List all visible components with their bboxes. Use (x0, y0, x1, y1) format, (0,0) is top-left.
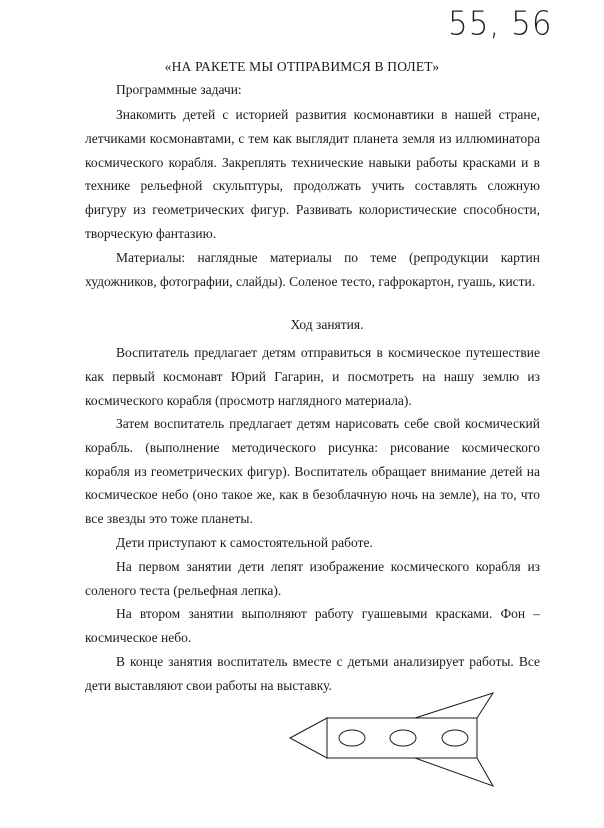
document-title: «НА РАКЕТЕ МЫ ОТПРАВИМСЯ В ПОЛЕТ» (164, 59, 440, 74)
porthole-1 (339, 730, 365, 746)
paragraph-conclusion: В конце занятия воспитатель вместе с детьми анализирует работы. Все дети выставляют свои работы на выставку. (85, 654, 540, 693)
tasks-paragraph: Знакомить детей с историей развития космонавтики в нашей стране, летчиками космонавтами, с тем как выглядит планета земля из иллюминатора космического корабля. Закреплять технические навыки работы красками и в технике рельефной скульптуры, продолжать учить составлять сложную фигуру из геометрических фигур. Развивать колористические способности, творческую фантазию. (85, 107, 540, 241)
tasks-heading: Программные задачи: (116, 82, 242, 97)
paragraph-drawing: Затем воспитатель предлагает детям нарисовать себе свой космический корабль. (выполнение методического рисунка: рисование космического корабля из геометрических фигур). Воспитатель обращает внимание детей на космическое небо (оно такое же, как в безоблачную ночь на земле), на то, что все звезды это тоже планеты. (85, 416, 540, 527)
porthole-3 (442, 730, 468, 746)
rocket-lower-fin (415, 758, 493, 786)
paragraph-start-work: Дети приступают к самостоятельной работе. (116, 535, 373, 550)
porthole-2 (390, 730, 416, 746)
materials-paragraph: Материалы: наглядные материалы по теме (репродукции картин художников, фотографии, слайды). Соленое тесто, гафрокартон, гуашь, кисти. (85, 250, 540, 289)
lesson-heading: Ход занятия. (290, 317, 364, 332)
page-number: 55, 56 (448, 5, 553, 43)
rocket-body (327, 718, 477, 758)
rocket-upper-fin (415, 693, 493, 718)
paragraph-second-lesson: На втором занятии выполняют работу гуашевыми красками. Фон – космическое небо. (85, 606, 540, 645)
paragraph-first-lesson: На первом занятии дети лепят изображение космического корабля из соленого теста (рельефная лепка). (85, 559, 540, 598)
paragraph-intro: Воспитатель предлагает детям отправиться в космическое путешествие как первый космонавт Юрий Гагарин, и посмотреть на нашу землю из космического корабля (просмотр наглядного материала). (85, 345, 540, 408)
rocket-nose (290, 718, 327, 758)
rocket-illustration (285, 688, 500, 798)
